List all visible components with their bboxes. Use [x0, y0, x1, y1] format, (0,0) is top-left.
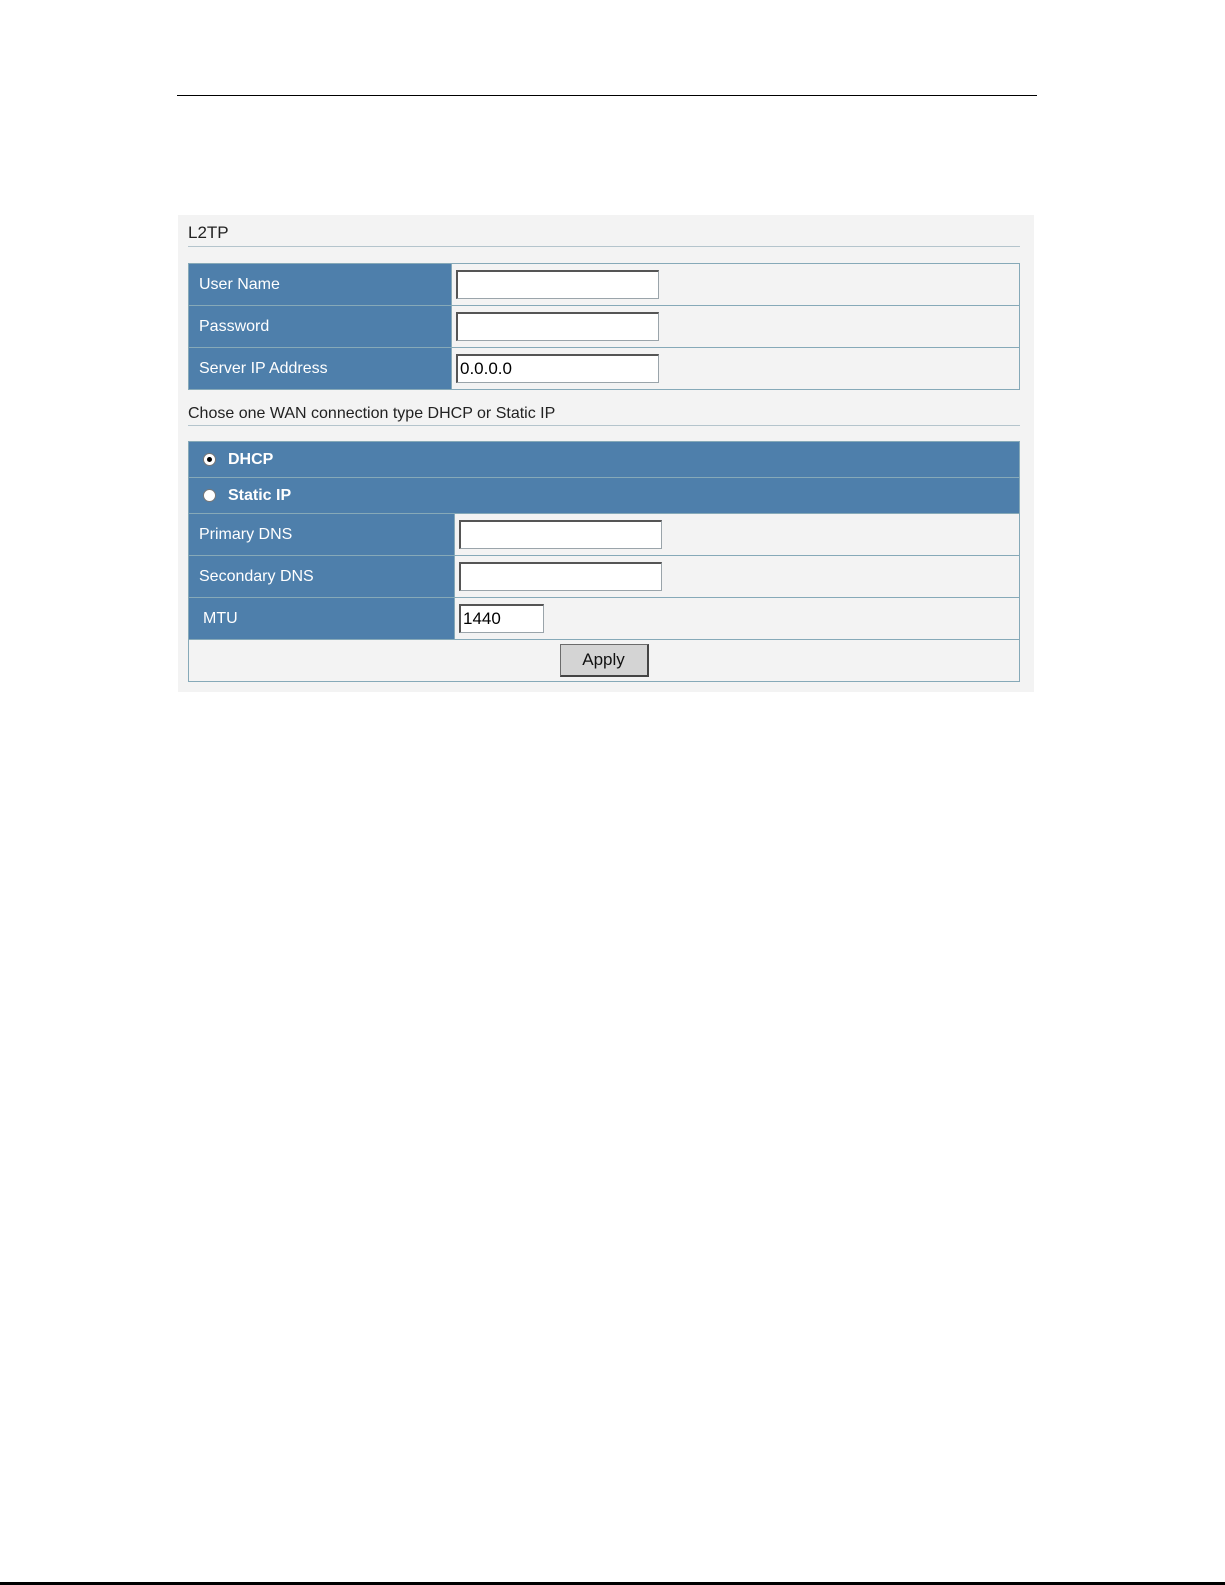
- password-cell: [452, 306, 1020, 348]
- mtu-input[interactable]: [459, 604, 544, 633]
- static-ip-row[interactable]: [189, 478, 1020, 514]
- title-divider: [188, 246, 1020, 247]
- static-ip-cell: [189, 478, 1020, 514]
- wan-type-hint: Chose one WAN connection type DHCP or Static IP: [188, 405, 556, 422]
- section-title: L2TP: [188, 223, 229, 242]
- primary-dns-label: Primary DNS: [189, 514, 455, 556]
- mtu-label: MTU: [189, 598, 455, 640]
- primary-dns-cell: [455, 514, 1020, 556]
- static-ip-radio[interactable]: [203, 489, 216, 502]
- apply-button[interactable]: Apply: [560, 644, 649, 677]
- password-input[interactable]: [456, 312, 659, 341]
- secondary-dns-input[interactable]: [459, 562, 662, 591]
- hint-divider: [188, 425, 1020, 426]
- user-name-row: [189, 264, 1020, 306]
- dhcp-label: DHCP: [228, 450, 274, 468]
- password-label: Password: [189, 306, 452, 348]
- secondary-dns-row: [189, 556, 1020, 598]
- account-table: [188, 263, 1020, 390]
- user-name-input[interactable]: [456, 270, 659, 299]
- static-ip-label: Static IP: [228, 486, 292, 504]
- user-name-cell: [452, 264, 1020, 306]
- apply-row: [189, 640, 1020, 682]
- primary-dns-row: [189, 514, 1020, 556]
- page-header-rule: [177, 95, 1037, 96]
- dhcp-radio[interactable]: [203, 453, 216, 466]
- l2tp-panel: [178, 215, 1034, 692]
- password-row: [189, 306, 1020, 348]
- server-ip-input[interactable]: [456, 354, 659, 383]
- dhcp-row[interactable]: [189, 442, 1020, 478]
- mtu-cell: [455, 598, 1020, 640]
- server-ip-label: Server IP Address: [189, 348, 452, 390]
- secondary-dns-label: Secondary DNS: [189, 556, 455, 598]
- mtu-row: [189, 598, 1020, 640]
- wan-table: [188, 441, 1020, 682]
- user-name-label: User Name: [189, 264, 452, 306]
- apply-cell: [189, 640, 1020, 682]
- dhcp-cell: [189, 442, 1020, 478]
- server-ip-row: [189, 348, 1020, 390]
- primary-dns-input[interactable]: [459, 520, 662, 549]
- server-ip-cell: [452, 348, 1020, 390]
- secondary-dns-cell: [455, 556, 1020, 598]
